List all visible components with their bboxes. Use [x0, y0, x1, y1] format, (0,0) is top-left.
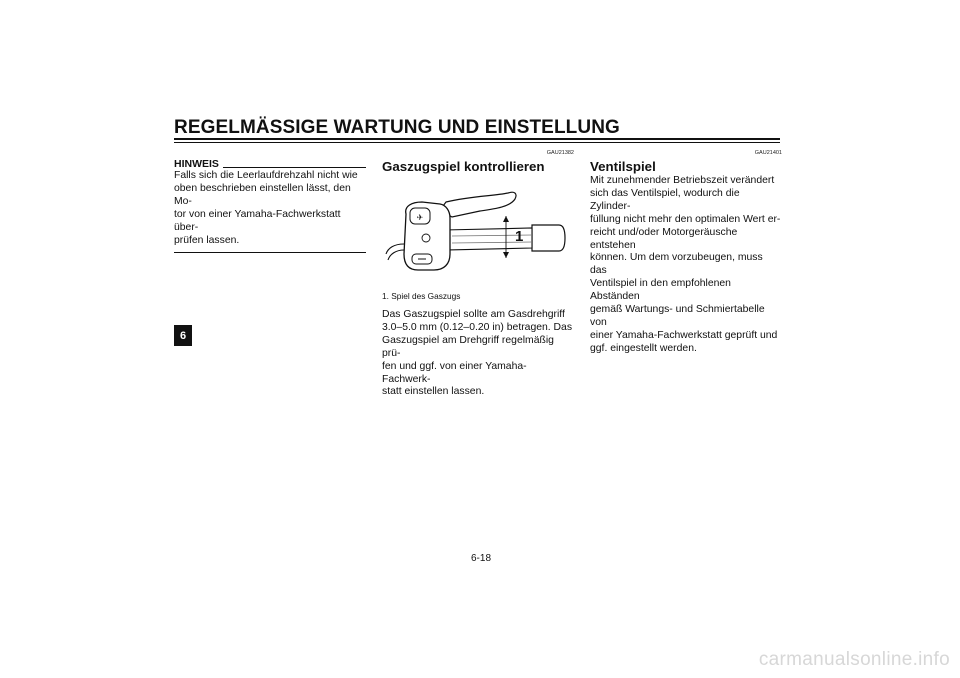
throttle-section: [382, 150, 574, 399]
section-code: GAU21382: [546, 150, 574, 156]
section-title: Gaszugspiel kontrollieren: [382, 159, 545, 174]
title-rule-thick: [174, 138, 780, 140]
note-header-rule: [223, 167, 366, 168]
note-header: [174, 158, 366, 170]
watermark: carmanualsonline.info: [758, 649, 950, 670]
note-column: [174, 150, 366, 253]
section-body: Mit zunehmender Betriebszeit verändert sich das Ventilspiel, wodurch die Zylinder- füllung nicht mehr den optimalen Wert er- reicht und/oder Motorgeräusche entstehen können. Um dem vorzubeugen, muss das Ventilspiel in den empfohlenen Abständen gemäß Wartungs- und Schmiertabelle von einer Yamaha-Fachwerkstatt geprüft und ggf. eingestellt werden.: [590, 175, 781, 354]
note-end-rule: [174, 252, 366, 253]
note-text: Falls sich die Leerlaufdrehzahl nicht wie oben beschrieben einstellen lässt, den Mo- tor von einer Yamaha-Fachwerkstatt über- prüfen lassen.: [174, 170, 358, 246]
figure-caption: 1. Spiel des Gaszugs: [382, 291, 461, 301]
section-body: Das Gaszugspiel sollte am Gasdrehgriff 3.0–5.0 mm (0.12–0.20 in) betragen. Das Gaszugspiel am Drehgriff regelmäßig prü- fen und ggf. von einer Yamaha-Fachwerk- statt einstellen lassen.: [382, 309, 573, 398]
title-rule-thin: [174, 142, 780, 143]
valve-section: [590, 150, 782, 356]
chapter-tab: 6: [174, 325, 192, 346]
figure-callout-label: 1: [515, 228, 524, 245]
page-number: 6-18: [470, 553, 491, 564]
throttle-grip-illustration: [382, 184, 574, 280]
page-title: REGELMÄSSIGE WARTUNG UND EINSTELLUNG: [174, 117, 620, 138]
section-code: GAU21401: [754, 150, 782, 156]
note-label: HINWEIS: [174, 158, 219, 170]
svg-text:✈: ✈: [416, 213, 424, 222]
section-title: Ventilspiel: [590, 159, 656, 174]
